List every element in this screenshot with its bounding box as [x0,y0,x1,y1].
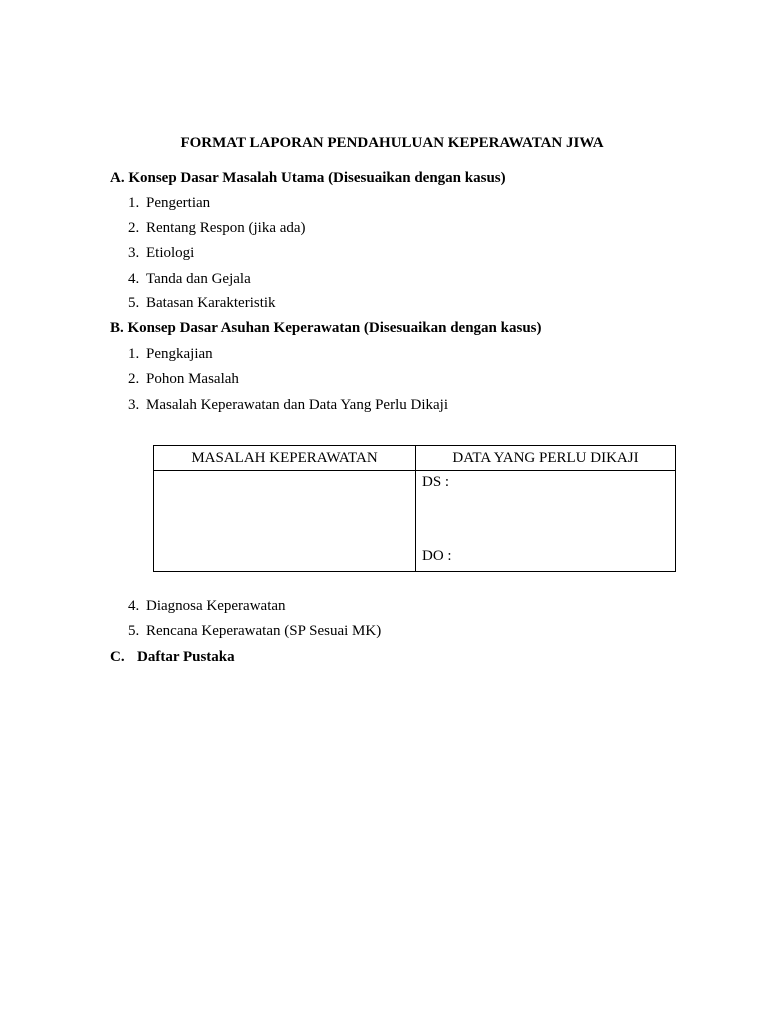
list-item-number: 1. [128,195,140,211]
list-item-text: Diagnosa Keperawatan [146,598,286,614]
list-item [128,344,213,364]
table-header-row [154,446,676,471]
list-item-text: Tanda dan Gejala [146,271,251,287]
table-cell-data [416,471,676,572]
do-label: DO : [422,548,452,564]
list-item-text: Rentang Respon (jika ada) [146,220,306,236]
section-b-heading: B. Konsep Dasar Asuhan Keperawatan (Disesuaikan dengan kasus) [110,320,542,336]
table-header-masalah: MASALAH KEPERAWATAN [154,446,416,471]
table-header-data: DATA YANG PERLU DIKAJI [416,446,676,471]
list-item [128,596,286,616]
table-row [154,471,676,572]
list-item-number: 3. [128,245,140,261]
list-item-number: 1. [128,346,140,362]
list-item [128,218,306,238]
list-item-text: Pohon Masalah [146,371,239,387]
list-item [128,395,448,415]
list-item-text: Pengkajian [146,346,213,362]
list-item-text: Batasan Karakteristik [146,295,276,311]
list-item [128,621,381,641]
list-item [128,369,239,389]
list-item-number: 4. [128,271,140,287]
section-c-text: Daftar Pustaka [137,649,235,665]
ds-label: DS : [422,474,450,490]
page-title: FORMAT LAPORAN PENDAHULUAN KEPERAWATAN JIWA [180,135,604,151]
section-c-letter: C. [110,649,125,665]
list-item-number: 2. [128,371,140,387]
nursing-problem-table [153,445,676,572]
list-item-number: 2. [128,220,140,236]
list-item [128,269,251,289]
list-item-number: 5. [128,295,140,311]
list-item [128,243,194,263]
list-item-number: 5. [128,623,140,639]
list-item-text: Pengertian [146,195,211,211]
list-item [128,193,210,213]
list-item-text: Masalah Keperawatan dan Data Yang Perlu Dikaji [146,397,448,413]
list-item [128,293,276,313]
list-item-number: 3. [128,397,140,413]
list-item-text: Rencana Keperawatan (SP Sesuai MK) [146,623,382,639]
list-item-text: Etiologi [146,245,195,261]
section-c-heading [110,647,235,667]
section-a-heading: A. Konsep Dasar Masalah Utama (Disesuaikan dengan kasus) [110,170,506,186]
table-cell-masalah [154,471,416,572]
list-item-number: 4. [128,598,140,614]
